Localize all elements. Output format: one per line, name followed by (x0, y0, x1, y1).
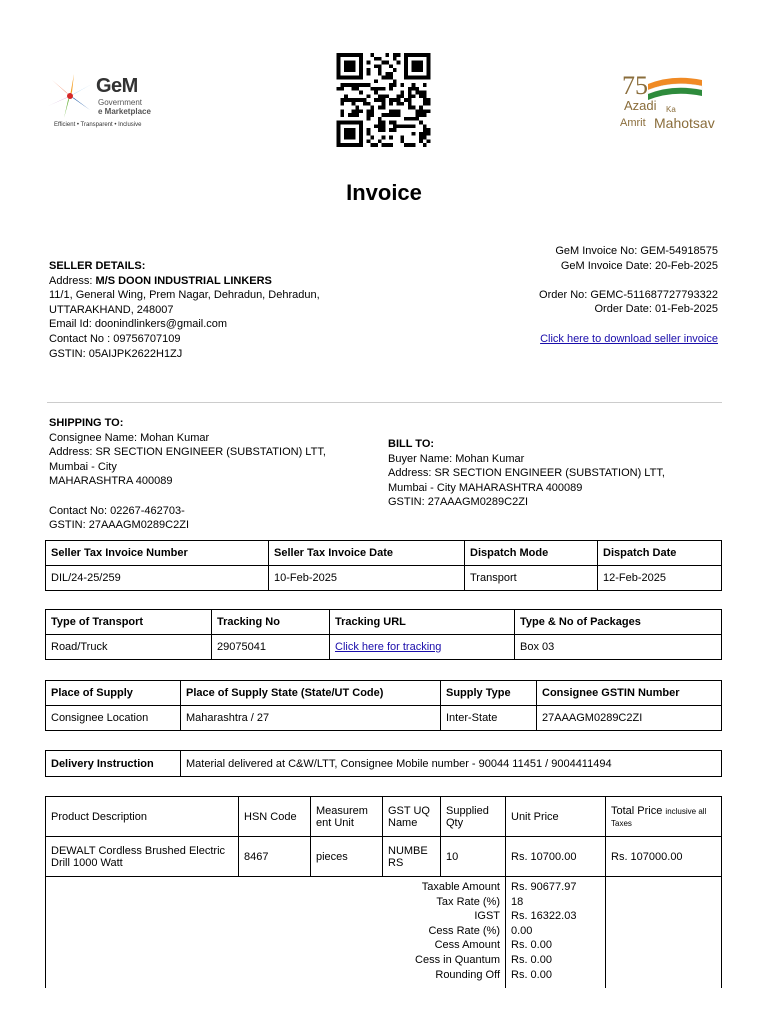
total-price-suffix: inclusive all Taxes (611, 806, 707, 828)
gem-subtitle (98, 98, 151, 116)
table-cell: DIL/24-25/259 (46, 566, 269, 591)
table-header: Seller Tax Invoice Number (46, 541, 269, 566)
seller-address-line2: UTTARAKHAND, 248007 (49, 303, 174, 316)
product-table (45, 796, 722, 988)
total-value: Rs. 90677.97 (511, 881, 577, 893)
table-cell: NUMBE RS (383, 837, 441, 877)
seller-contact: Contact No : 09756707109 (49, 332, 181, 345)
total-label: Taxable Amount (421, 881, 500, 893)
table-header: Type of Transport (46, 610, 212, 635)
table-header-row (46, 797, 722, 837)
table-header: Supply Type (441, 681, 537, 706)
table-header: Dispatch Mode (465, 541, 598, 566)
shipping-address-line3: MAHARASHTRA 400089 (49, 475, 173, 488)
supply-table (45, 680, 722, 731)
total-price-header: Total Price (611, 804, 663, 817)
total-value: 0.00 (511, 924, 533, 937)
table-header: HSN Code (239, 797, 311, 837)
total-label: IGST (474, 910, 500, 923)
delivery-instruction-label: Delivery Instruction (46, 751, 181, 777)
seller-heading: SELLER DETAILS: (49, 260, 146, 272)
table-cell: Maharashtra / 27 (181, 706, 441, 731)
table-cell: Inter-State (441, 706, 537, 731)
table-cell: Consignee Location (46, 706, 181, 731)
total-value: Rs. 0.00 (511, 939, 552, 952)
azadi-ka-amrit-mahotsav-logo (618, 70, 728, 132)
table-header: Dispatch Date (598, 541, 722, 566)
seller-address-line1: 11/1, General Wing, Prem Nagar, Dehradun, Dehradun, (49, 289, 320, 302)
table-row (46, 635, 722, 660)
order-date: Order Date: 01-Feb-2025 (594, 303, 718, 316)
consignee-name: Consignee Name: Mohan Kumar (49, 431, 210, 444)
gem-invoice-no: GeM Invoice No: GEM-54918575 (555, 245, 718, 257)
table-header-row (46, 610, 722, 635)
shipping-contact: Contact No: 02267-462703- (49, 504, 185, 517)
table-row (46, 837, 722, 877)
table-header (606, 797, 722, 837)
qr-code (335, 53, 432, 147)
total-value: Rs. 0.00 (511, 968, 552, 981)
total-value: Rs. 16322.03 (511, 910, 577, 923)
buyer-name: Buyer Name: Mohan Kumar (388, 452, 525, 465)
shipping-heading: SHIPPING TO: (49, 417, 124, 429)
billing-address-line2: Mumbai - City MAHARASHTRA 400089 (388, 481, 583, 494)
azadi-75: 75 (622, 71, 648, 100)
seller-email: Email Id: doonindlinkers@gmail.com (49, 318, 228, 331)
gem-star-icon (44, 70, 96, 122)
table-cell: Road/Truck (46, 635, 212, 660)
table-header: Supplied Qty (441, 797, 506, 837)
shipping-address-line2: Mumbai - City (49, 460, 117, 473)
gem-subtitle-line1: Government (98, 98, 143, 107)
table-cell: DEWALT Cordless Brushed Electric Drill 1000 Watt (46, 837, 239, 877)
transport-table (45, 609, 722, 660)
table-cell: 29075041 (212, 635, 330, 660)
totals-blank (606, 877, 722, 989)
table-cell: 12-Feb-2025 (598, 566, 722, 591)
total-label: Cess Amount (434, 939, 500, 952)
table-header: Seller Tax Invoice Date (269, 541, 465, 566)
azadi-amrit: Amrit (620, 117, 646, 129)
totals-row (46, 877, 722, 989)
table-header: Product Description (46, 797, 239, 837)
billing-address-line1: Address: SR SECTION ENGINEER (SUBSTATION) LTT, (388, 467, 665, 480)
seller-address-label: Address: (49, 274, 96, 287)
shipping-details (49, 416, 326, 533)
table-cell: 8467 (239, 837, 311, 877)
totals-labels (46, 877, 506, 989)
table-row (46, 751, 722, 777)
seller-name: M/S DOON INDUSTRIAL LINKERS (95, 274, 272, 287)
total-value: Rs. 0.00 (511, 953, 552, 966)
billing-details (388, 437, 665, 510)
order-no: Order No: GEMC-511687727793322 (539, 288, 718, 301)
table-cell: pieces (311, 837, 383, 877)
table-header: Unit Price (506, 797, 606, 837)
seller-gstin: GSTIN: 05AIJPK2622H1ZJ (49, 347, 183, 360)
seller-name-line (49, 274, 320, 289)
table-header: Tracking No (212, 610, 330, 635)
table-header: Tracking URL (330, 610, 515, 635)
dispatch-table (45, 540, 722, 591)
azadi-ka: Ka (666, 105, 676, 114)
table-cell: Box 03 (515, 635, 722, 660)
table-header: Consignee GSTIN Number (537, 681, 722, 706)
tracking-link[interactable]: Click here for tracking (335, 641, 442, 653)
totals-values (506, 877, 606, 989)
table-header: Measurem ent Unit (311, 797, 383, 837)
table-row (46, 566, 722, 591)
table-header: Type & No of Packages (515, 610, 722, 635)
table-cell: Rs. 10700.00 (506, 837, 606, 877)
table-cell (330, 635, 515, 660)
invoice-info (539, 244, 718, 346)
shipping-address-line1: Address: SR SECTION ENGINEER (SUBSTATION) LTT, (49, 446, 326, 459)
download-seller-invoice-link[interactable]: Click here to download seller invoice (540, 332, 718, 345)
table-header-row (46, 681, 722, 706)
billing-gstin: GSTIN: 27AAAGM0289C2ZI (388, 496, 528, 509)
gem-subtitle-line2: e Marketplace (98, 107, 151, 116)
table-cell: 27AAAGM0289C2ZI (537, 706, 722, 731)
azadi-emblem-icon (618, 70, 728, 132)
azadi-word: Azadi (624, 98, 657, 113)
table-header-row (46, 541, 722, 566)
table-cell: Transport (465, 566, 598, 591)
seller-details (49, 259, 320, 361)
shipping-gstin: GSTIN: 27AAAGM0289C2ZI (49, 519, 189, 532)
table-cell: Rs. 107000.00 (606, 837, 722, 877)
table-cell: 10-Feb-2025 (269, 566, 465, 591)
total-label: Rounding Off (435, 968, 500, 981)
total-value: 18 (511, 895, 524, 908)
divider (47, 402, 722, 403)
total-label: Cess in Quantum (415, 953, 500, 966)
table-row (46, 706, 722, 731)
total-label: Tax Rate (%) (436, 895, 500, 908)
delivery-instruction-table (45, 750, 722, 777)
gem-logo (44, 70, 164, 132)
azadi-mahotsav: Mahotsav (654, 115, 715, 131)
table-header: Place of Supply State (State/UT Code) (181, 681, 441, 706)
billing-heading: BILL TO: (388, 438, 435, 450)
gem-invoice-date: GeM Invoice Date: 20-Feb-2025 (560, 259, 718, 272)
gem-wordmark: GeM (96, 75, 138, 97)
gem-tagline: Efficient • Transparent • Inclusive (54, 122, 142, 128)
table-cell: 10 (441, 837, 506, 877)
table-header: GST UQ Name (383, 797, 441, 837)
total-label: Cess Rate (%) (428, 924, 500, 937)
page-title: Invoice (346, 180, 422, 205)
delivery-instruction-value: Material delivered at C&W/LTT, Consignee Mobile number - 90044 11451 / 9004411494 (181, 751, 722, 777)
table-header: Place of Supply (46, 681, 181, 706)
